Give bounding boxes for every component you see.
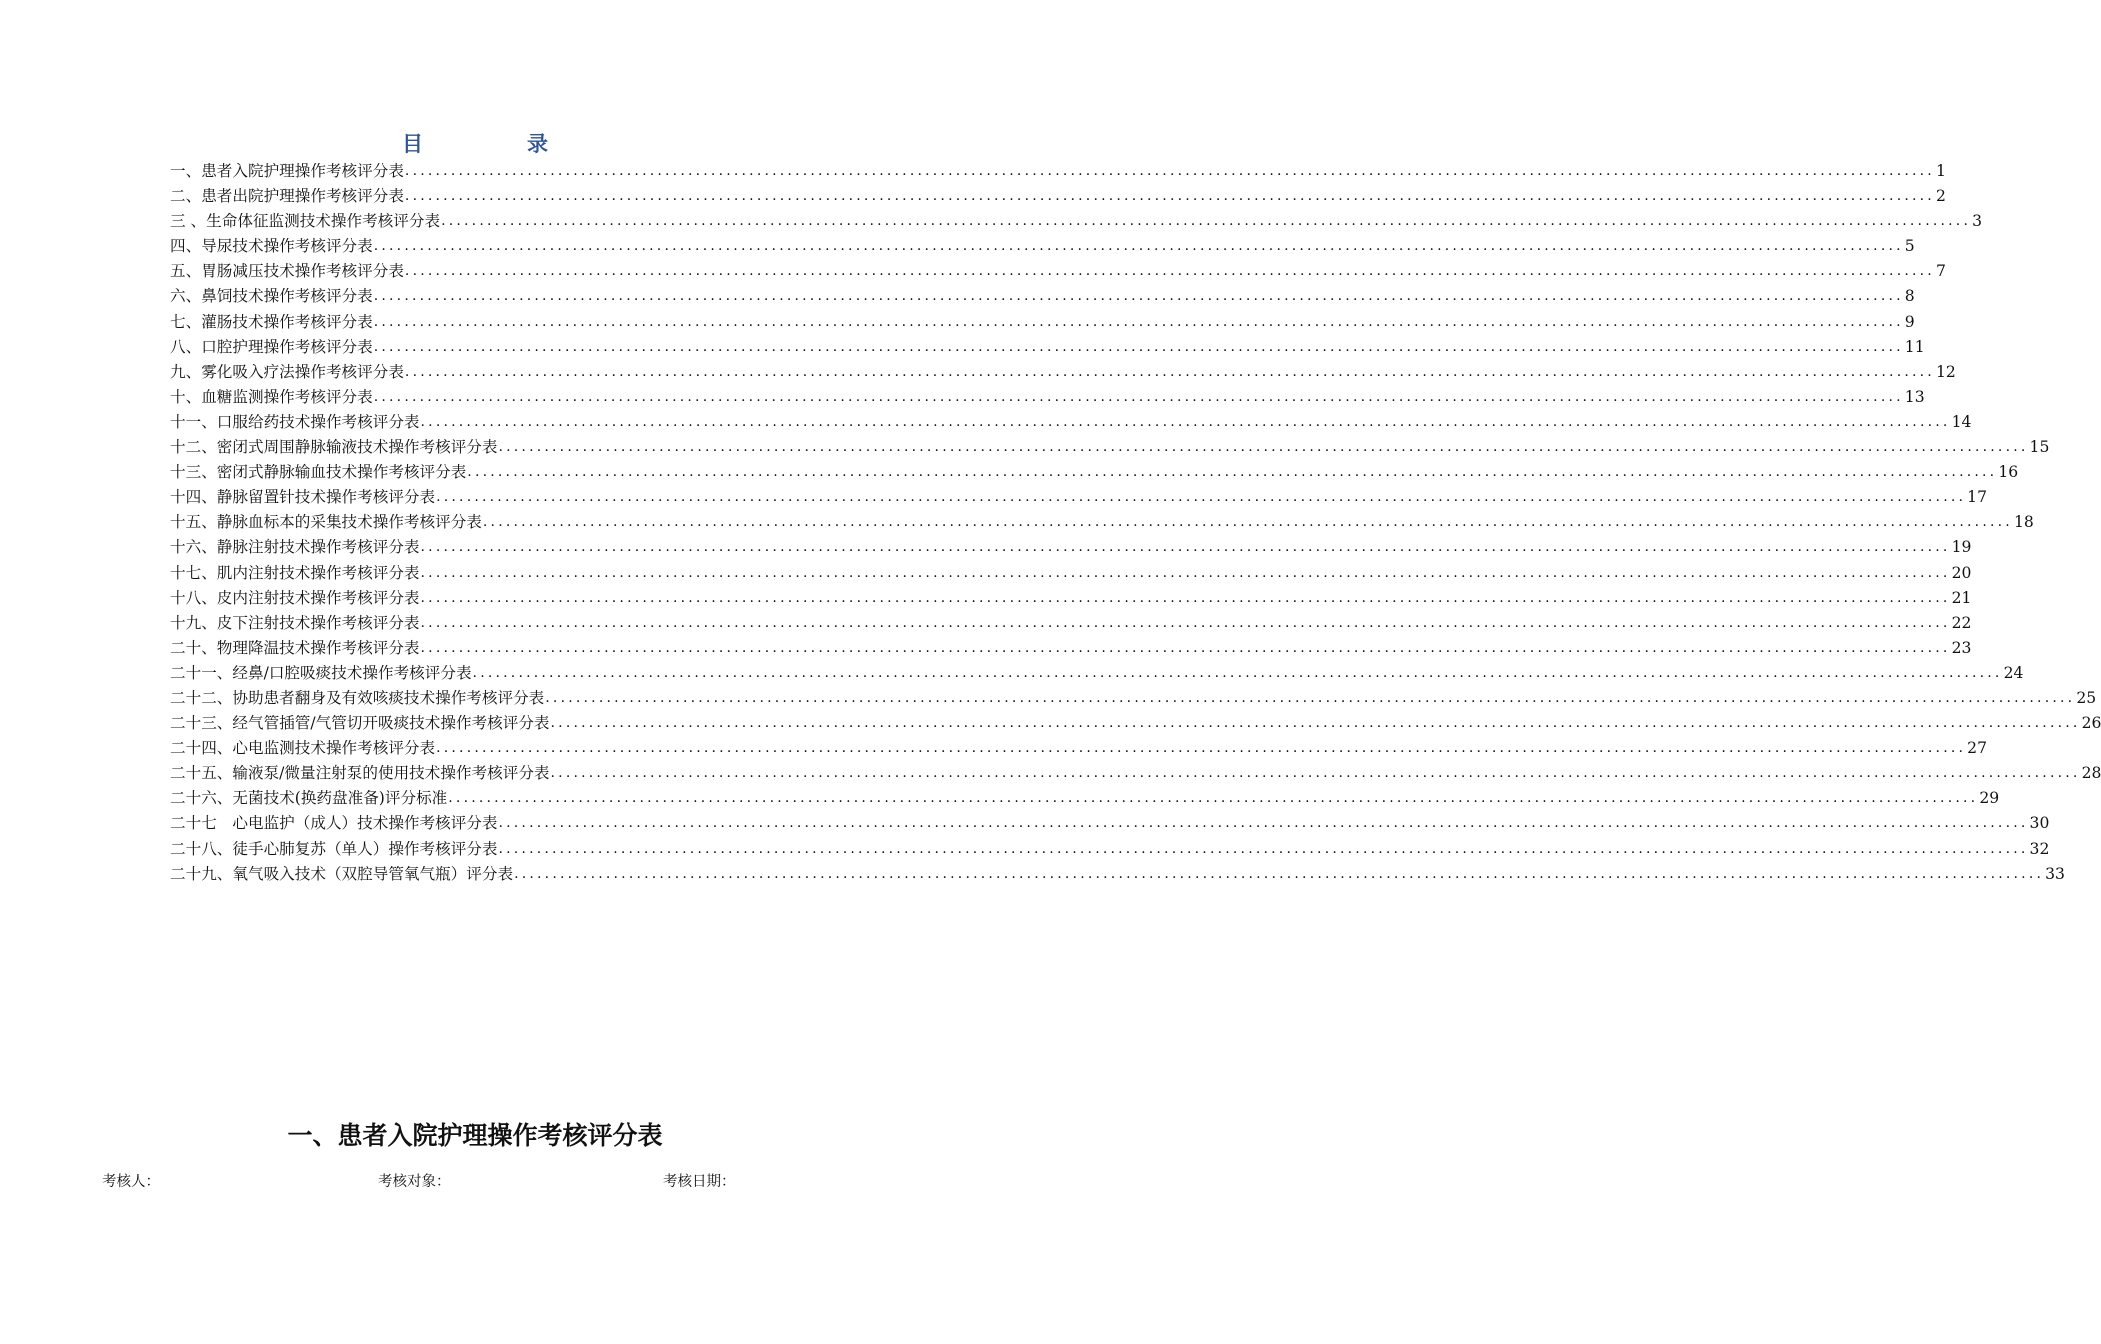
- toc-leader-dots: ........................................................................................................................................................................................................: [498, 439, 2029, 456]
- toc-leader-dots: ........................................................................................................................................................................................................: [436, 740, 1967, 757]
- subject-label: 考核对象：: [378, 1174, 451, 1190]
- toc-entry-page: 27: [1967, 739, 1987, 758]
- toc-entry-page: 17: [1967, 488, 1987, 507]
- toc-entry-page: 22: [1951, 613, 1972, 632]
- toc-leader-dots: ........................................................................................................................................................................................................: [404, 363, 1935, 380]
- assessor-label: 考核人：: [102, 1174, 160, 1190]
- toc-entry-page: 20: [1951, 563, 1972, 582]
- toc-entry-page: 21: [1951, 588, 1972, 607]
- toc-entry[interactable]: [170, 761, 2101, 786]
- toc-entry-page: 29: [1979, 789, 2000, 808]
- toc-leader-dots: ........................................................................................................................................................................................................: [498, 840, 2029, 857]
- toc-entry-page: 3: [1972, 212, 1983, 231]
- toc-entry-page: 33: [2045, 864, 2065, 883]
- toc-entry-page: 9: [1904, 312, 1915, 331]
- toc-leader-dots: ........................................................................................................................................................................................................: [420, 539, 1951, 556]
- toc-entry-label: 十四、静脉留置针技术操作考核评分表: [170, 488, 436, 507]
- toc-entry-label: 十八、皮内注射技术操作考核评分表: [170, 588, 420, 607]
- toc-entry-label: 一、患者入院护理操作考核评分表: [170, 162, 404, 180]
- toc-entry[interactable]: [170, 184, 1946, 209]
- toc-entry-page: 13: [1904, 387, 1925, 406]
- toc-leader-dots: ........................................................................................................................................................................................................: [550, 715, 2081, 732]
- toc-entry[interactable]: [170, 586, 1972, 611]
- toc-entry-page: 8: [1904, 287, 1915, 306]
- toc-entry[interactable]: [170, 510, 2034, 535]
- toc-title-right: 录: [527, 132, 548, 156]
- toc-leader-dots: ........................................................................................................................................................................................................: [498, 815, 2029, 832]
- toc-entry-page: 28: [2081, 764, 2101, 783]
- toc-entry-label: 二十四、心电监测技术操作考核评分表: [170, 739, 436, 758]
- toc-leader-dots: ........................................................................................................................................................................................................: [420, 614, 1951, 631]
- toc-entry-page: 7: [1935, 262, 1946, 281]
- toc-entry-page: 30: [2029, 814, 2050, 833]
- toc-entry[interactable]: [170, 485, 1987, 510]
- toc-entry-page: 1: [1935, 162, 1946, 180]
- toc-leader-dots: ........................................................................................................................................................................................................: [373, 238, 1904, 255]
- toc-entry-label: 二十九、氧气吸入技术（双腔导管氧气瓶）评分表: [170, 864, 514, 883]
- toc-entry[interactable]: [170, 460, 2019, 485]
- toc-leader-dots: ........................................................................................................................................................................................................: [373, 338, 1904, 355]
- toc-leader-dots: ........................................................................................................................................................................................................: [373, 288, 1904, 305]
- toc-leader-dots: ........................................................................................................................................................................................................: [404, 263, 1935, 280]
- toc-leader-dots: ........................................................................................................................................................................................................: [436, 489, 1967, 506]
- table-of-contents: [170, 159, 2101, 887]
- toc-leader-dots: ........................................................................................................................................................................................................: [545, 689, 2076, 706]
- toc-leader-dots: ........................................................................................................................................................................................................: [514, 865, 2045, 882]
- toc-entry-page: 32: [2029, 839, 2050, 858]
- toc-entry-label: 八、口腔护理操作考核评分表: [170, 337, 373, 356]
- toc-leader-dots: ........................................................................................................................................................................................................: [420, 639, 1951, 656]
- toc-entry-label: 十六、静脉注射技术操作考核评分表: [170, 538, 420, 557]
- toc-entry-page: 19: [1951, 538, 1972, 557]
- toc-entry[interactable]: [170, 811, 2050, 836]
- toc-entry-label: 十二、密闭式周围静脉输液技术操作考核评分表: [170, 438, 498, 457]
- toc-leader-dots: ........................................................................................................................................................................................................: [420, 589, 1951, 606]
- toc-entry-label: 十五、静脉血标本的采集技术操作考核评分表: [170, 513, 482, 532]
- toc-entry-page: 12: [1935, 362, 1956, 381]
- toc-entry-label: 二十二、协助患者翻身及有效咳痰技术操作考核评分表: [170, 688, 545, 707]
- toc-entry-page: 23: [1951, 638, 1972, 657]
- toc-entry-label: 十一、口服给药技术操作考核评分表: [170, 412, 420, 431]
- toc-leader-dots: ........................................................................................................................................................................................................: [373, 388, 1904, 405]
- toc-entry[interactable]: [170, 611, 1972, 636]
- toc-entry[interactable]: [170, 561, 1972, 586]
- toc-leader-dots: ........................................................................................................................................................................................................: [550, 765, 2081, 782]
- toc-title-left: 目: [402, 132, 423, 156]
- toc-entry[interactable]: [170, 661, 2024, 686]
- toc-entry-label: 二十、物理降温技术操作考核评分表: [170, 638, 420, 657]
- toc-entry-page: 24: [2003, 663, 2024, 682]
- toc-leader-dots: ........................................................................................................................................................................................................: [373, 313, 1904, 330]
- toc-entry[interactable]: [170, 360, 1956, 385]
- toc-entry[interactable]: [170, 410, 1972, 435]
- toc-leader-dots: ........................................................................................................................................................................................................: [448, 790, 1979, 807]
- toc-entry-page: 15: [2029, 438, 2050, 457]
- toc-leader-dots: ........................................................................................................................................................................................................: [404, 188, 1935, 205]
- toc-entry-label: 六、鼻饲技术操作考核评分表: [170, 287, 373, 306]
- toc-title: [0, 128, 950, 158]
- toc-leader-dots: ........................................................................................................................................................................................................: [441, 213, 1972, 230]
- toc-entry[interactable]: [170, 310, 1915, 335]
- section-title: 一、患者入院护理操作考核评分表: [287, 1121, 663, 1150]
- toc-entry-label: 十三、密闭式静脉输血技术操作考核评分表: [170, 463, 467, 482]
- date-label: 考核日期：: [663, 1174, 736, 1190]
- toc-entry-label: 十七、肌内注射技术操作考核评分表: [170, 563, 420, 582]
- toc-entry-label: 二十七 心电监护（成人）技术操作考核评分表: [170, 814, 498, 833]
- toc-entry-label: 三 、生命体征监测技术操作考核评分表: [170, 212, 441, 231]
- toc-entry[interactable]: [170, 159, 1946, 184]
- toc-entry-page: 25: [2076, 688, 2097, 707]
- toc-entry-page: 16: [1998, 463, 2019, 482]
- toc-entry[interactable]: [170, 711, 2101, 736]
- toc-entry-label: 二十八、徒手心肺复苏（单人）操作考核评分表: [170, 839, 498, 858]
- toc-leader-dots: ........................................................................................................................................................................................................: [420, 564, 1951, 581]
- toc-entry-label: 十九、皮下注射技术操作考核评分表: [170, 613, 420, 632]
- toc-entry[interactable]: [170, 209, 1983, 234]
- toc-entry-label: 五、胃肠减压技术操作考核评分表: [170, 262, 404, 281]
- toc-entry-page: 14: [1951, 412, 1972, 431]
- toc-entry-label: 二、患者出院护理操作考核评分表: [170, 187, 404, 206]
- toc-entry-label: 十、血糖监测操作考核评分表: [170, 387, 373, 406]
- toc-entry[interactable]: [170, 385, 1925, 410]
- toc-entry-label: 二十一、经鼻/口腔吸痰技术操作考核评分表: [170, 663, 472, 682]
- toc-entry-page: 26: [2081, 714, 2101, 733]
- toc-leader-dots: ........................................................................................................................................................................................................: [472, 664, 2003, 681]
- toc-leader-dots: ........................................................................................................................................................................................................: [404, 163, 1935, 179]
- toc-entry-label: 二十五、输液泵/微量注射泵的使用技术操作考核评分表: [170, 764, 550, 783]
- toc-leader-dots: ........................................................................................................................................................................................................: [467, 464, 1998, 481]
- toc-entry-label: 二十六、无菌技术(换药盘准备)评分标准: [170, 789, 448, 808]
- toc-entry-page: 2: [1935, 187, 1946, 206]
- toc-entry[interactable]: [170, 435, 2050, 460]
- toc-entry[interactable]: [170, 335, 1925, 360]
- toc-entry[interactable]: [170, 736, 1987, 761]
- toc-entry-page: 5: [1904, 237, 1915, 256]
- toc-entry[interactable]: [170, 786, 2000, 811]
- toc-leader-dots: ........................................................................................................................................................................................................: [482, 514, 2013, 531]
- toc-entry[interactable]: [170, 837, 2050, 862]
- toc-leader-dots: ........................................................................................................................................................................................................: [420, 413, 1951, 430]
- toc-entry[interactable]: [170, 636, 1972, 661]
- toc-entry[interactable]: [170, 259, 1946, 284]
- toc-entry[interactable]: [170, 234, 1915, 259]
- toc-entry-label: 二十三、经气管插管/气管切开吸痰技术操作考核评分表: [170, 714, 550, 733]
- toc-entry[interactable]: [170, 284, 1915, 309]
- toc-entry-page: 18: [2013, 513, 2034, 532]
- toc-entry-label: 九、雾化吸入疗法操作考核评分表: [170, 362, 404, 381]
- toc-entry-label: 七、灌肠技术操作考核评分表: [170, 312, 373, 331]
- toc-entry-page: 11: [1904, 337, 1925, 356]
- toc-entry[interactable]: [170, 862, 2065, 887]
- toc-entry[interactable]: [170, 686, 2097, 711]
- toc-entry-label: 四、导尿技术操作考核评分表: [170, 237, 373, 256]
- toc-entry[interactable]: [170, 535, 1972, 560]
